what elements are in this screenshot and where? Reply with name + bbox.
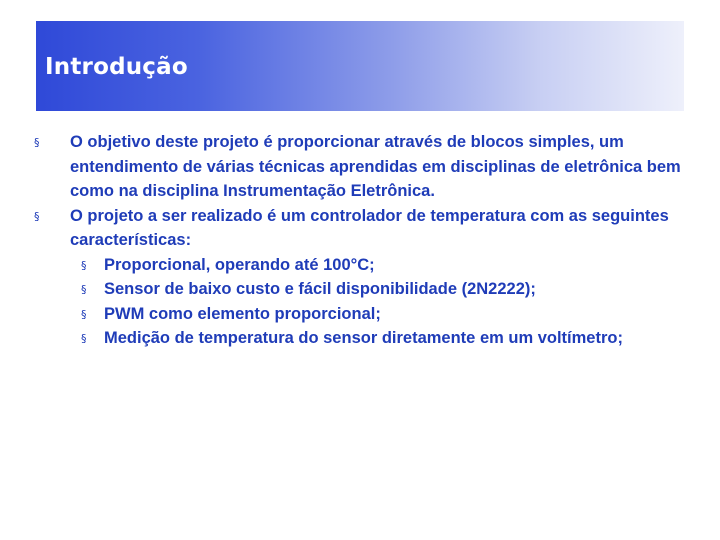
bullet-item: [36, 130, 684, 204]
sub-bullet-text: PWM como elemento proporcional;: [104, 304, 381, 323]
sub-bullet-text: Sensor de baixo custo e fácil disponibilidade (2N2222);: [104, 280, 536, 298]
sub-bullet-text: Proporcional, operando até 100°C;: [104, 255, 375, 274]
bullet-icon: §: [81, 307, 87, 321]
sub-bullet-item: [70, 277, 684, 302]
bullet-icon: §: [34, 209, 40, 223]
bullet-text: O objetivo deste projeto é proporcionar através de blocos simples, um entendimento de várias técnicas aprendidas em disciplinas de eletrônica bem como na disciplina Instrumentação Eletrônica.: [70, 133, 681, 200]
bullet-icon: §: [81, 258, 87, 272]
sub-bullet-item: [70, 302, 684, 327]
sub-bullet-text: Medição de temperatura do sensor diretamente em um voltímetro;: [104, 329, 623, 347]
slide-title: Introdução: [45, 54, 188, 80]
bullet-icon: §: [81, 283, 87, 296]
bullet-icon: §: [34, 136, 40, 149]
title-bar: [36, 21, 684, 111]
slide-content: [36, 130, 684, 351]
bullet-text: O projeto a ser realizado é um controlador de temperatura com as seguintes características:: [70, 206, 669, 249]
bullet-item: [36, 204, 684, 253]
sub-bullet-item: [70, 326, 684, 351]
sub-bullet-item: [70, 253, 684, 278]
bullet-icon: §: [81, 332, 87, 345]
